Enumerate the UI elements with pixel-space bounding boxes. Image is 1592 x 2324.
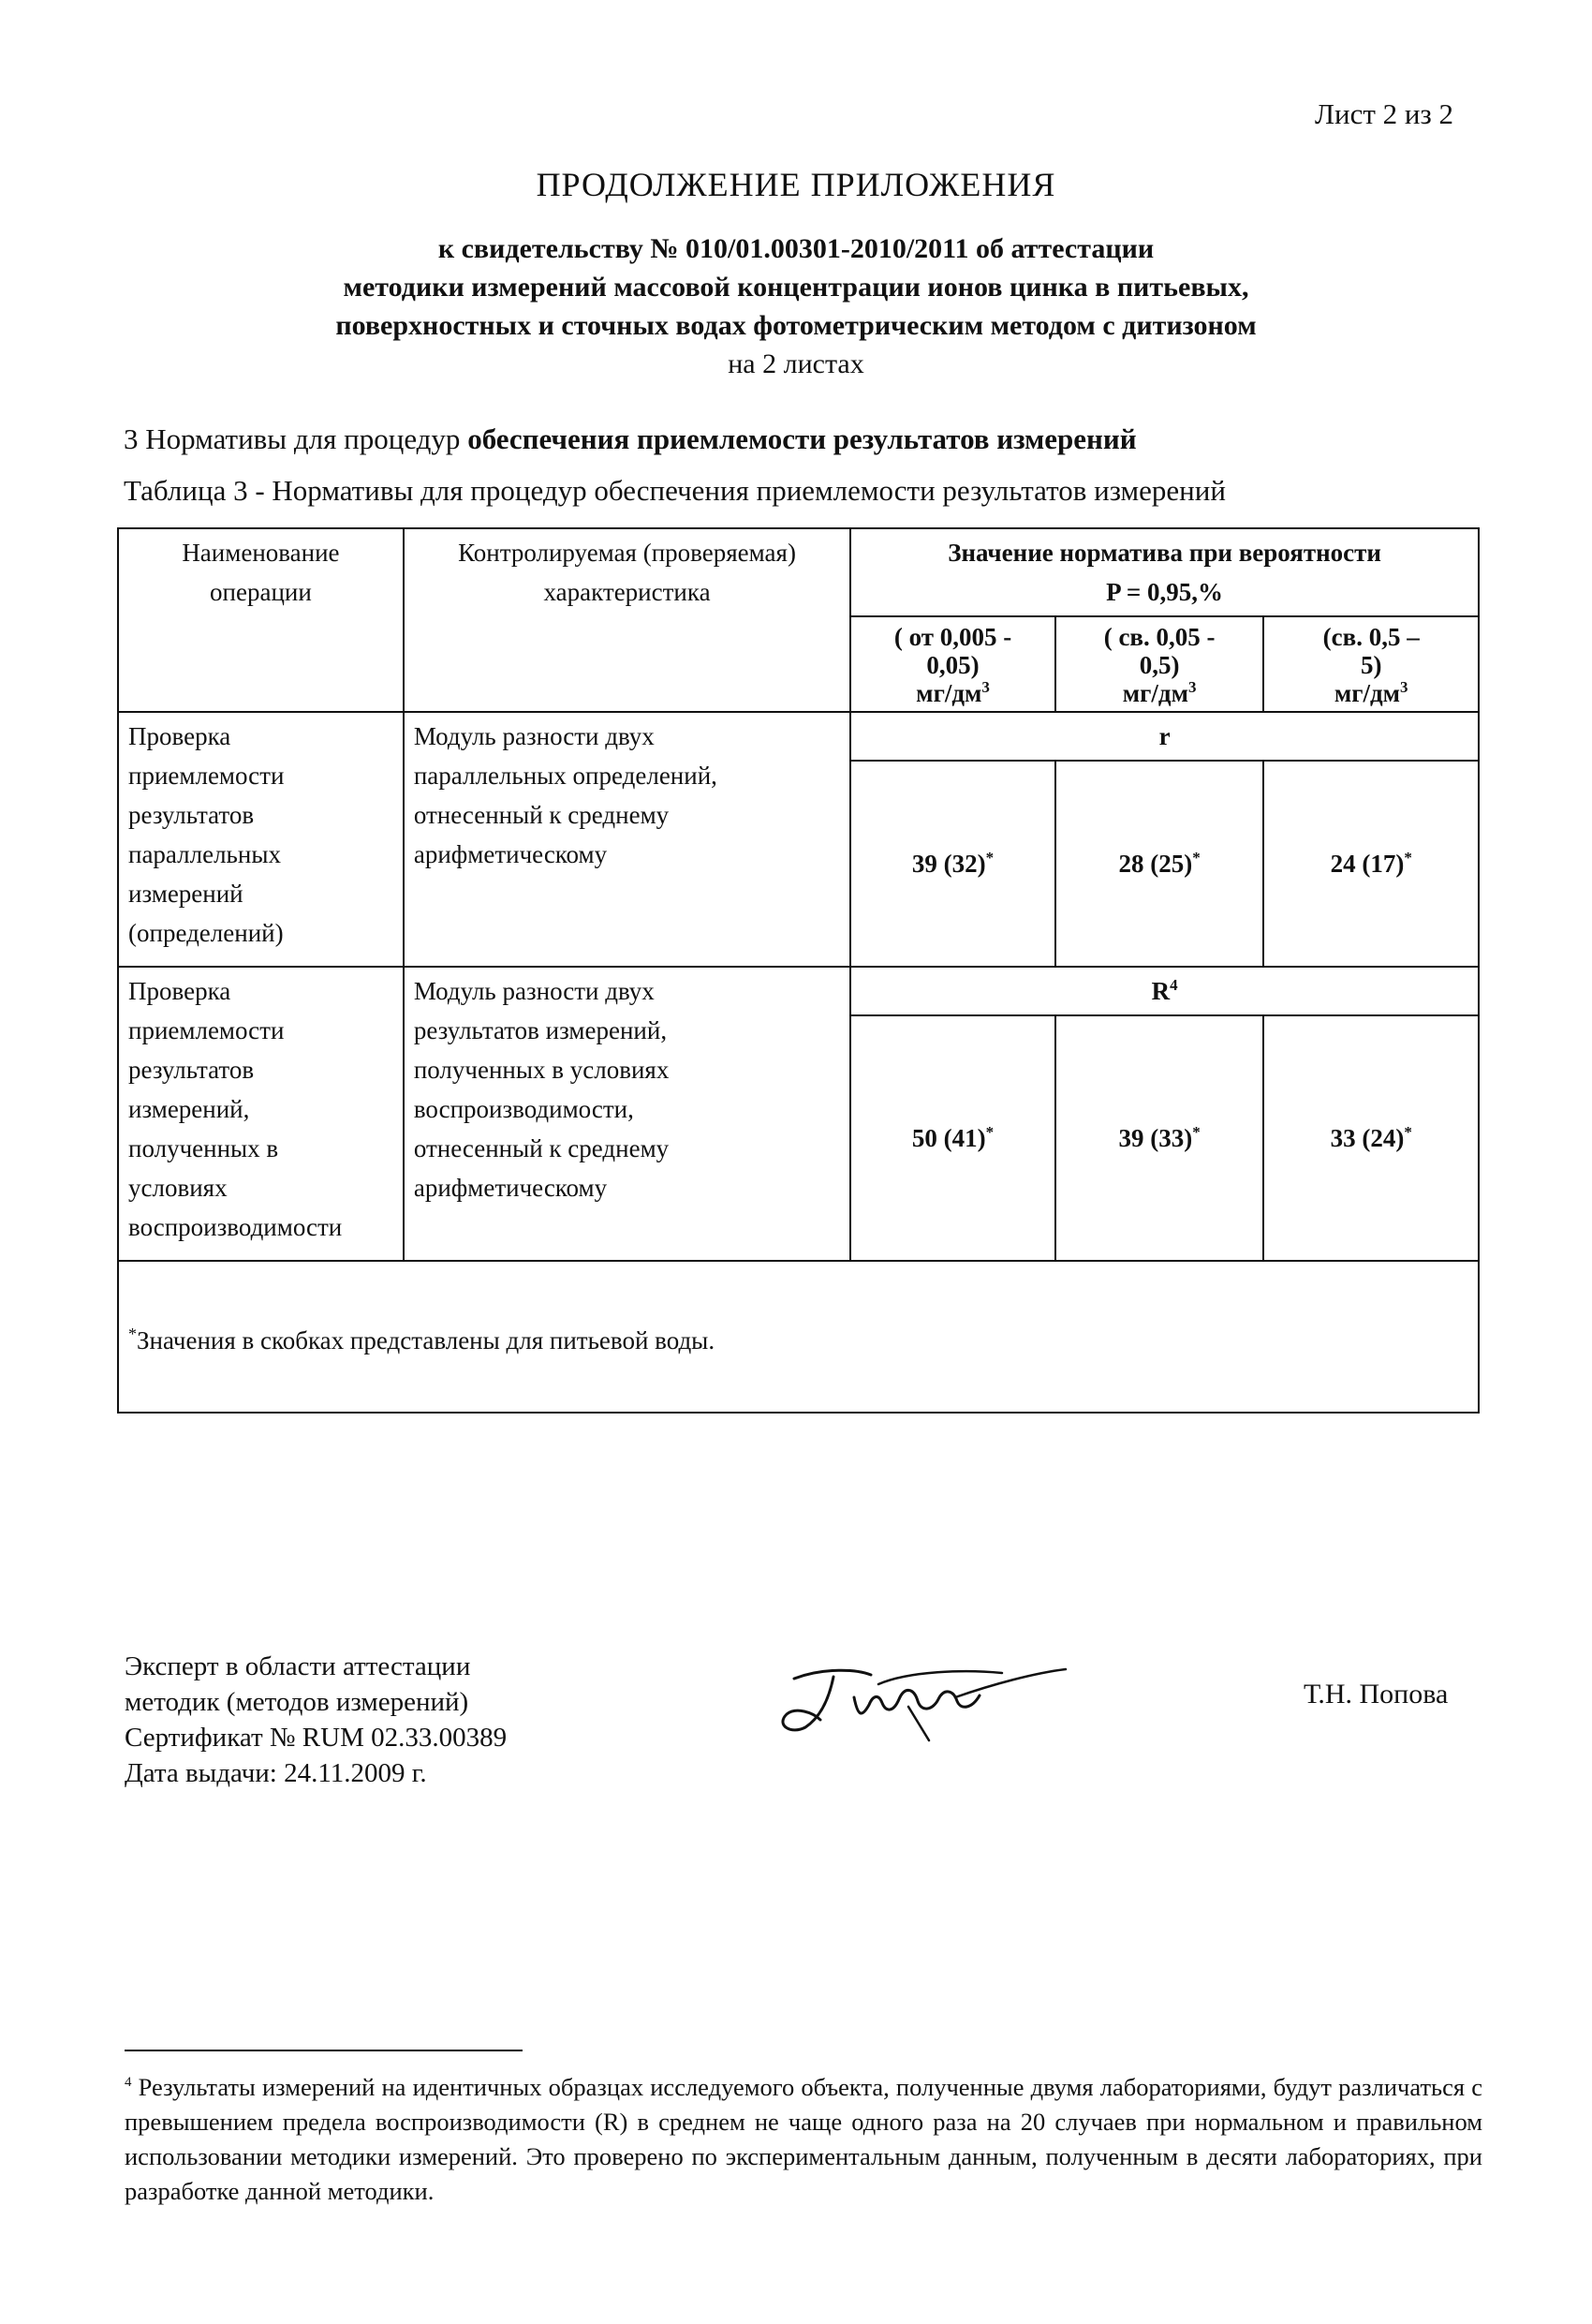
expert-issue-date: Дата выдачи: 24.11.2009 г. — [125, 1758, 427, 1788]
expert-line: методик (методов измерений) — [125, 1687, 469, 1717]
range-1-from: ( от 0,005 - — [893, 623, 1012, 651]
row2-value-2-mark: * — [1192, 1123, 1201, 1141]
header-norm-value-line1: Значение норматива при вероятности — [948, 539, 1381, 567]
row2-characteristic-line: отнесенный к среднему — [413, 1134, 670, 1162]
header-operation: Наименование операции — [118, 528, 404, 712]
range-3-to: 5) — [1360, 651, 1382, 679]
table-note — [118, 1261, 1479, 1413]
row1-value-1-text: 39 (32) — [911, 850, 986, 878]
row1-value-3-mark: * — [1404, 849, 1412, 866]
row2-operation-line: результатов — [128, 1056, 255, 1084]
row1-characteristic — [404, 712, 850, 967]
sheet-number: Лист 2 из 2 — [1314, 97, 1453, 130]
signer-name: Т.Н. Попова — [1304, 1679, 1449, 1710]
footnote-divider — [125, 2050, 523, 2051]
row2-value-3-text: 33 (24) — [1330, 1124, 1405, 1152]
table-row — [118, 967, 1479, 1015]
row2-operation-line: измерений, — [128, 1095, 250, 1123]
table-row — [118, 712, 1479, 761]
row1-value-3 — [1263, 761, 1479, 967]
range-1-unit-power: 3 — [981, 678, 990, 696]
row2-value-1-text: 50 (41) — [911, 1124, 986, 1152]
header-range-2 — [1055, 616, 1264, 712]
row2-symbol-text: R — [1151, 977, 1171, 1005]
range-2-to: 0,5) — [1139, 651, 1180, 679]
range-2-from: ( св. 0,05 - — [1103, 623, 1216, 651]
row1-characteristic-line: Модуль разности двух — [413, 722, 655, 750]
row1-operation-line: измерений — [128, 880, 243, 908]
row2-operation-line: полученных в — [128, 1134, 279, 1162]
row1-characteristic-line: параллельных определений, — [413, 762, 717, 790]
row2-operation-line: условиях — [128, 1174, 228, 1202]
row2-symbol — [850, 967, 1479, 1015]
row2-value-2 — [1055, 1015, 1264, 1261]
range-1-unit — [861, 679, 1045, 707]
row2-value-1-mark: * — [985, 1123, 995, 1141]
row2-operation-line: воспроизводимости — [128, 1213, 343, 1241]
row1-symbol — [850, 712, 1479, 761]
row2-operation-line: Проверка — [128, 977, 231, 1005]
range-1-unit-text: мг/дм — [916, 679, 982, 707]
header-characteristic: Контролируемая (проверяемая) характеристика — [404, 528, 850, 712]
row2-value-2-text: 39 (33) — [1118, 1124, 1193, 1152]
expert-line: Эксперт в области аттестации — [125, 1651, 471, 1681]
note-mark: * — [128, 1324, 137, 1343]
row2-value-3-mark: * — [1404, 1123, 1412, 1141]
note-text: Значения в скобках представлены для питьевой воды. — [137, 1325, 715, 1354]
footnote-text: Результаты измерений на идентичных образцах исследуемого объекта, полученные двумя лабораториями, будут различаться с превышением предела воспроизводимости (R) в среднем не чаще одного раза на 20 случаев при нормальном и правильном использовании методики измерений. Это проверено по экспериментальным данным, полученным в десяти лабораториях, при разработке данной методики. — [125, 2073, 1482, 2205]
method-line-2: поверхностных и сточных водах фотометрическим методом с дитизоном — [335, 310, 1257, 341]
method-line-1: методики измерений массовой концентрации ионов цинка в питьевых, — [343, 272, 1249, 303]
range-2-unit — [1066, 679, 1254, 707]
row1-operation-line: Проверка — [128, 722, 231, 750]
row1-operation-line: (определений) — [128, 919, 284, 947]
range-3-unit — [1274, 679, 1468, 707]
range-1-to: 0,05) — [926, 651, 980, 679]
range-2-unit-text: мг/дм — [1122, 679, 1188, 707]
footnote — [125, 2070, 1482, 2209]
row1-operation-line: результатов — [128, 801, 255, 829]
header-norm-value — [850, 528, 1479, 616]
section-title — [124, 422, 1137, 456]
row1-value-2-text: 28 (25) — [1118, 850, 1193, 878]
row2-characteristic-line: арифметическому — [413, 1174, 608, 1202]
row1-value-2 — [1055, 761, 1264, 967]
row1-operation-line: приемлемости — [128, 762, 285, 790]
header-range-3 — [1263, 616, 1479, 712]
row1-characteristic-line: арифметическому — [413, 840, 608, 868]
footnote-mark: 4 — [125, 2075, 132, 2091]
section-number: 3 Нормативы для процедур — [124, 422, 468, 455]
row1-value-3-text: 24 (17) — [1330, 850, 1405, 878]
header-row — [118, 528, 1479, 616]
certificate-line: к свидетельству № 010/01.00301-2010/2011 об аттестации — [437, 233, 1155, 264]
appendix-title: ПРОДОЛЖЕНИЕ ПРИЛОЖЕНИЯ — [536, 166, 1056, 203]
norms-table — [117, 527, 1480, 1414]
row2-characteristic-line: полученных в условиях — [413, 1056, 670, 1084]
range-3-unit-power: 3 — [1400, 678, 1408, 696]
expert-block — [125, 1649, 507, 1791]
row1-symbol-text: r — [1158, 722, 1171, 750]
row1-value-1 — [850, 761, 1055, 967]
row2-characteristic-line: воспроизводимости, — [413, 1095, 634, 1123]
row2-operation-line: приемлемости — [128, 1016, 285, 1044]
sheets-count: на 2 листах — [728, 348, 864, 379]
header-range-1 — [850, 616, 1055, 712]
row2-characteristic — [404, 967, 850, 1261]
range-3-unit-text: мг/дм — [1334, 679, 1401, 707]
row2-value-1 — [850, 1015, 1055, 1261]
table-caption: Таблица 3 - Нормативы для процедур обеспечения приемлемости результатов измерений — [124, 474, 1226, 507]
row2-symbol-sup: 4 — [1170, 976, 1178, 994]
row1-characteristic-line: отнесенный к среднему — [413, 801, 670, 829]
section-title-bold: обеспечения приемлемости результатов измерений — [467, 422, 1137, 455]
expert-certificate: Сертификат № RUM 02.33.00389 — [125, 1723, 508, 1753]
note-row — [118, 1261, 1479, 1413]
header-norm-value-line2: P = 0,95,% — [1106, 578, 1224, 606]
row1-value-2-mark: * — [1192, 849, 1201, 866]
row2-characteristic-line: Модуль разности двух — [413, 977, 655, 1005]
row2-operation — [118, 967, 404, 1261]
row1-value-1-mark: * — [985, 849, 995, 866]
row2-characteristic-line: результатов измерений, — [413, 1016, 668, 1044]
row1-operation-line: параллельных — [128, 840, 281, 868]
handwritten-signature — [768, 1650, 1068, 1744]
range-3-from: (св. 0,5 – — [1322, 623, 1420, 651]
row2-value-3 — [1263, 1015, 1479, 1261]
row1-operation — [118, 712, 404, 967]
range-2-unit-power: 3 — [1187, 678, 1197, 696]
